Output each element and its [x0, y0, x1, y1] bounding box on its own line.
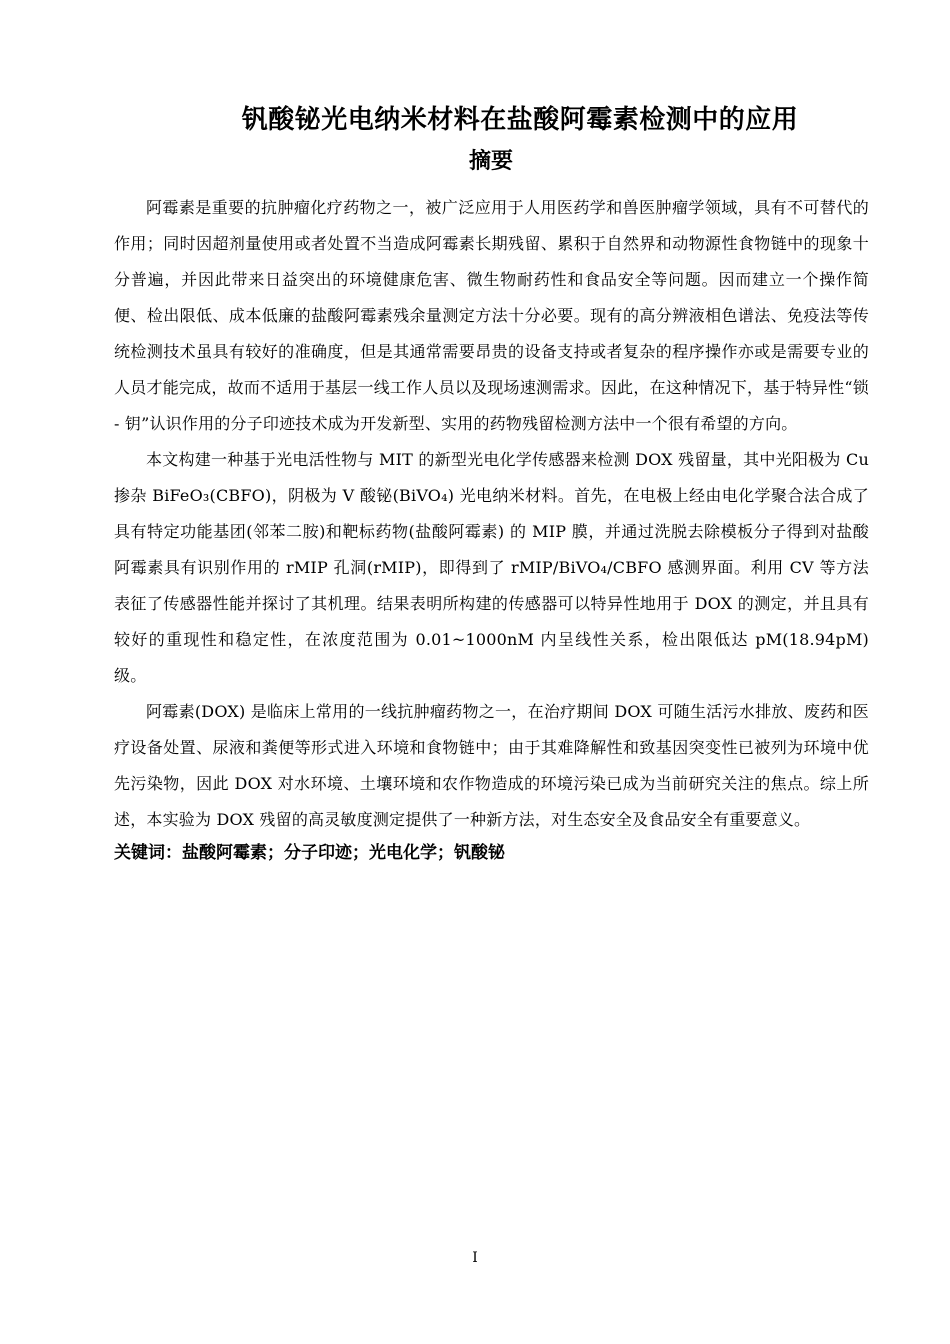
abstract-body — [114, 190, 869, 868]
keywords-line: 关键词：盐酸阿霉素；分子印迹；光电化学；钒酸铋 — [114, 843, 505, 863]
paper-title: 钒酸铋光电纳米材料在盐酸阿霉素检测中的应用 — [241, 105, 799, 135]
abstract-paragraph-3: 阿霉素(DOX) 是临床上常用的一线抗肿瘤药物之一，在治疗期间 DOX 可随生活污水排放、废药和医疗设备处置、尿液和粪便等形式进入环境和食物链中；由于其难降解性和致基因突变性已被列为环境中优先污染物，因此 DOX 对水环境、土壤环境和农作物造成的环境污染已成为当前研究关注的焦点。综上所述，本实验为 DOX 残留的高灵敏度测定提供了一种新方法，对生态安全及食品安全有重要意义。 — [114, 702, 869, 829]
abstract-heading: 摘要 — [468, 149, 513, 174]
page-number: I — [472, 1250, 478, 1266]
abstract-paragraph-2: 本文构建一种基于光电活性物与 MIT 的新型光电化学传感器来检测 DOX 残留量，其中光阳极为 Cu 掺杂 BiFeO₃(CBFO)，阴极为 V 酸铋(BiVO₄) 光电纳米材料。首先，在电极上经由电化学聚合法合成了具有特定功能基团(邻苯二胺)和靶标药物(盐酸阿霉素) 的 MIP 膜，并通过洗脱去除模板分子得到对盐酸阿霉素具有识别作用的 rMIP 孔洞(rMIP)，即得到了 rMIP/BiVO₄/CBFO 感测界面。利用 CV 等方法表征了传感器性能并探讨了其机理。结果表明所构建的传感器可以特异性地用于 DOX 的测定，并且具有较好的重现性和稳定性，在浓度范围为 0.01~1000nM 内呈线性关系，检出限低达 pM(18.94pM) 级。 — [114, 450, 869, 685]
abstract-paragraph-1: 阿霉素是重要的抗肿瘤化疗药物之一，被广泛应用于人用医药学和兽医肿瘤学领域，具有不可替代的作用；同时因超剂量使用或者处置不当造成阿霉素长期残留、累积于自然界和动物源性食物链中的现象十分普遍，并因此带来日益突出的环境健康危害、微生物耐药性和食品安全等问题。因而建立一个操作简便、检出限低、成本低廉的盐酸阿霉素残余量测定方法十分必要。现有的高分辨液相色谱法、免疫法等传统检测技术虽具有较好的准确度，但是其通常需要昂贵的设备支持或者复杂的程序操作亦或是需要专业的人员才能完成，故而不适用于基层一线工作人员以及现场速测需求。因此，在这种情况下，基于特异性“锁 - 钥”认识作用的分子印迹技术成为开发新型、实用的药物残留检测方法中一个很有希望的方向。 — [114, 198, 869, 433]
